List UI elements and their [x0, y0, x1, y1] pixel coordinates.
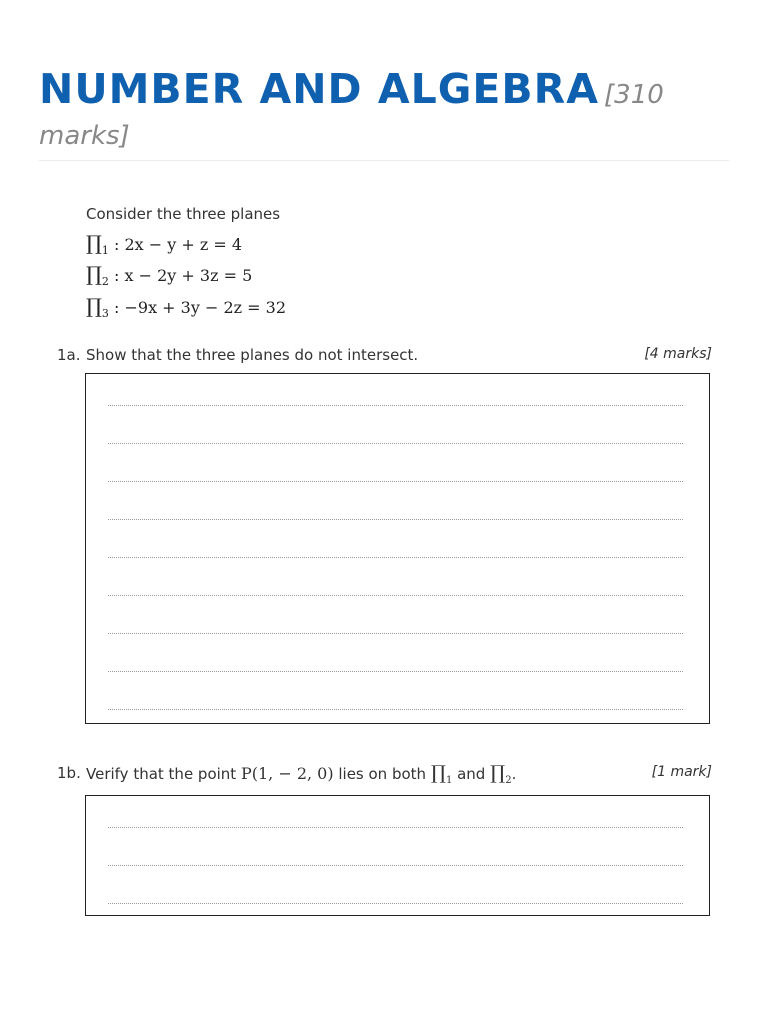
answer-line [108, 443, 683, 444]
plane-1-equation: : 2x − y + z = 4 [108, 235, 243, 254]
answer-line [108, 405, 683, 406]
plane-2-product-symbol: ∏ [86, 262, 102, 286]
answer-line [108, 595, 683, 596]
plane-1 [86, 231, 242, 257]
answer-line [108, 709, 683, 710]
answer-line [108, 903, 683, 904]
plane-2 [86, 262, 252, 288]
question-1b-text-and: and [452, 765, 491, 783]
question-1b-text-end: . [511, 765, 517, 783]
question-1b-marks: [1 mark] [651, 764, 712, 780]
answer-box-1b[interactable] [85, 795, 710, 916]
answer-line [108, 865, 683, 866]
answer-line [108, 481, 683, 482]
question-1b-text-mid: lies on both [333, 765, 431, 783]
plane-2-subscript: 2 [101, 275, 109, 289]
page-title [39, 60, 699, 154]
question-1a-text: Show that the three planes do not intersect. [86, 346, 419, 364]
title-marks-part1: [310 [604, 80, 664, 110]
question-1b-product-1: ∏ [430, 762, 446, 784]
question-1b-sub-1: 1 [445, 775, 453, 786]
plane-3-equation: : −9x + 3y − 2z = 32 [108, 298, 287, 317]
question-1b-sub-2: 2 [505, 775, 512, 786]
question-1b-number: 1b. [57, 764, 81, 782]
plane-1-subscript: 1 [101, 244, 109, 258]
answer-line [108, 557, 683, 558]
question-1b-text-before: Verify that the point [86, 765, 241, 783]
plane-3-product-symbol: ∏ [86, 294, 102, 318]
plane-3 [86, 294, 286, 320]
answer-box-1a[interactable] [85, 373, 710, 724]
intro-text: Consider the three planes [86, 205, 281, 223]
plane-1-product-symbol: ∏ [86, 231, 102, 255]
plane-3-subscript: 3 [101, 307, 109, 321]
answer-line [108, 827, 683, 828]
plane-2-equation: : x − 2y + 3z = 5 [108, 266, 253, 285]
answer-line [108, 633, 683, 634]
question-1b-text [86, 762, 516, 786]
question-1b-product-2: ∏ [490, 762, 506, 784]
answer-line [108, 671, 683, 672]
title-marks-part2: marks] [39, 121, 130, 151]
answer-line [108, 519, 683, 520]
question-1a-number: 1a. [57, 346, 81, 364]
question-1b-point: P(1, − 2, 0) [240, 764, 334, 783]
title-text: NUMBER AND ALGEBRA [39, 65, 599, 113]
question-1a-marks: [4 marks] [644, 346, 712, 362]
header-divider [39, 160, 729, 161]
